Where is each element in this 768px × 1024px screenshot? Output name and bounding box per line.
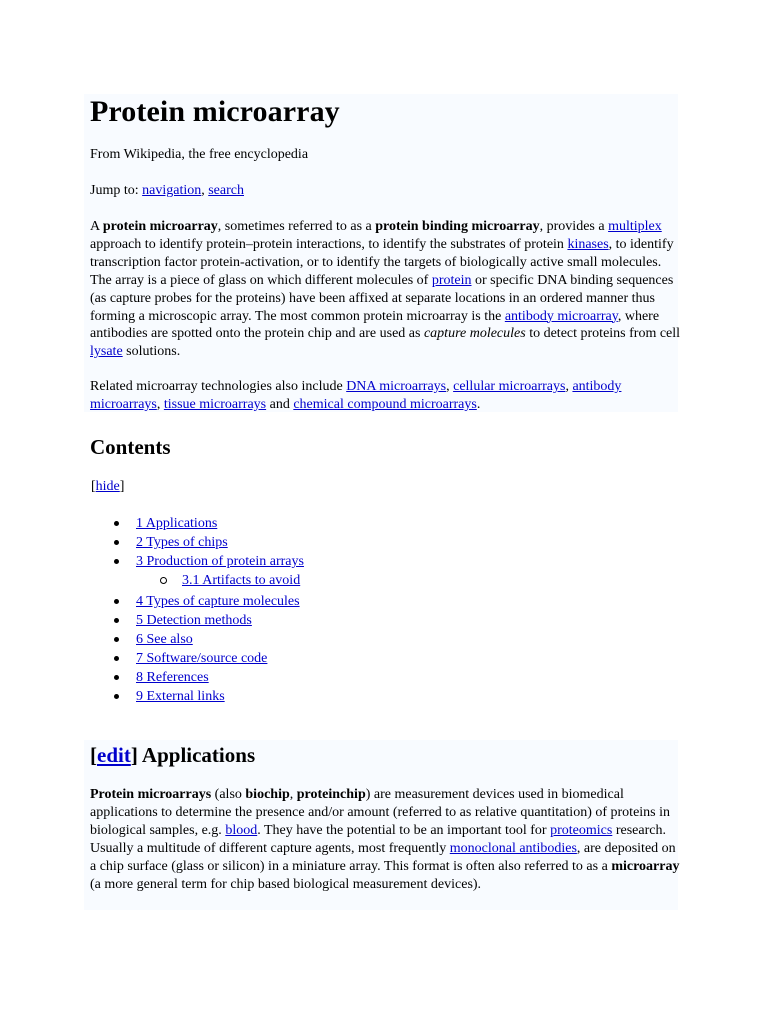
- toc-link-production[interactable]: 3 Production of protein arrays: [136, 554, 304, 569]
- bullet-icon: [114, 675, 119, 680]
- toc-item: [90, 592, 304, 611]
- text: , to identify transcription factor protein-activation, or to identify the targets of biologically active small molecules. The array is a piece of glass on which different molecules of: [90, 236, 674, 288]
- toc-hide-toggle: [91, 478, 124, 496]
- toc-link-capture-molecules[interactable]: 4 Types of capture molecules: [136, 594, 300, 609]
- tissue-microarrays-link[interactable]: tissue microarrays: [163, 396, 267, 412]
- monoclonal-antibodies-link[interactable]: monoclonal antibodies: [449, 840, 577, 856]
- blood-link[interactable]: blood: [225, 822, 258, 838]
- text: to detect proteins from cell: [525, 326, 681, 342]
- text: ) are measurement devices used in biomedical applications to determine the presence and/or amount (referred to as relative quantitation) of proteins in biological samples, e.g.: [90, 787, 671, 838]
- bullet-icon: [114, 618, 119, 623]
- bullet-icon: [114, 521, 119, 526]
- toc-link-see-also[interactable]: 6 See also: [136, 632, 193, 647]
- text: .: [476, 396, 481, 412]
- protein-link[interactable]: protein: [431, 272, 472, 288]
- related-paragraph: [90, 378, 682, 414]
- page-title: Protein microarray: [90, 95, 340, 128]
- toc-item: [90, 552, 304, 571]
- italic-term: capture molecules: [423, 326, 526, 342]
- bold-term: Protein microarrays: [90, 787, 212, 802]
- toc-link-references[interactable]: 8 References: [136, 670, 209, 685]
- toc-link-artifacts[interactable]: 3.1 Artifacts to avoid: [182, 573, 301, 588]
- cellular-microarrays-link[interactable]: cellular microarrays: [453, 379, 566, 394]
- text: . They have the potential to be an important tool for: [257, 822, 551, 838]
- bullet-icon: [114, 656, 119, 661]
- hide-link[interactable]: hide: [95, 479, 120, 494]
- text: ,: [565, 379, 573, 394]
- text: and: [266, 396, 294, 412]
- text: , where antibodies are spotted onto the protein chip and are used as: [90, 308, 660, 342]
- bullet-icon: [114, 637, 119, 642]
- intro-paragraph: [90, 218, 682, 361]
- text: research. Usually a multitude of different capture agents, most frequently: [90, 822, 666, 856]
- text: solutions.: [122, 344, 181, 360]
- toc-item: [90, 649, 304, 668]
- antibody-microarray-link[interactable]: antibody microarray: [504, 308, 618, 324]
- text: ,: [289, 787, 297, 802]
- edit-link[interactable]: edit: [97, 743, 131, 767]
- bracket: ]: [130, 743, 138, 767]
- toc-link-types-of-chips[interactable]: 2 Types of chips: [136, 535, 228, 550]
- toc-item: [90, 687, 304, 706]
- applications-paragraph: [90, 786, 682, 893]
- jump-prefix: Jump to:: [90, 183, 143, 198]
- toc-item: [90, 630, 304, 649]
- bold-term: microarray: [611, 858, 680, 874]
- circle-bullet-icon: [160, 577, 167, 584]
- dna-microarrays-link[interactable]: DNA microarrays: [346, 379, 447, 394]
- toc-link-detection[interactable]: 5 Detection methods: [136, 613, 252, 628]
- contents-heading: Contents: [90, 435, 171, 459]
- toc-subitem: [90, 571, 304, 592]
- bullet-icon: [114, 694, 119, 699]
- bold-term: biochip: [245, 787, 290, 802]
- bracket: [: [90, 743, 97, 767]
- jump-to-links: [90, 182, 244, 200]
- lysate-link[interactable]: lysate: [90, 344, 123, 360]
- text: Related microarray technologies also include: [90, 379, 347, 394]
- text: or specific DNA binding sequences (as capture probes for the proteins) have been affixed at separate locations in an ordered manner thus forming a microscopic array. The most common protein microarray is the: [90, 272, 674, 324]
- text: A: [90, 219, 103, 234]
- text: , sometimes referred to as a: [217, 219, 376, 234]
- bold-term: protein binding microarray: [375, 219, 540, 234]
- search-link[interactable]: search: [208, 183, 244, 198]
- bullet-icon: [114, 599, 119, 604]
- site-tagline: From Wikipedia, the free encyclopedia: [90, 147, 309, 162]
- multiplex-link[interactable]: multiplex: [608, 219, 662, 234]
- toc-item: [90, 514, 304, 533]
- proteomics-link[interactable]: proteomics: [550, 822, 613, 838]
- bracket: ]: [119, 479, 125, 494]
- toc-item: [90, 668, 304, 687]
- jump-separator: ,: [201, 183, 209, 198]
- text: , are deposited on a chip surface (glass or silicon) in a miniature array. This format is often also referred to as a: [90, 840, 676, 874]
- bracket: [: [91, 479, 96, 494]
- text: ,: [156, 396, 164, 412]
- chemical-compound-microarrays-link[interactable]: chemical compound microarrays: [293, 396, 477, 412]
- applications-heading: [90, 742, 255, 768]
- kinases-link[interactable]: kinases: [567, 236, 609, 252]
- bold-term: proteinchip: [296, 787, 366, 802]
- toc-item: [90, 533, 304, 552]
- text: approach to identify protein–protein interactions, to identify the substrates of protein: [90, 236, 568, 252]
- antibody-microarrays-link[interactable]: antibody microarrays: [90, 379, 622, 412]
- bold-term: protein microarray: [102, 219, 218, 234]
- bullet-icon: [114, 559, 119, 564]
- text: , provides a: [539, 219, 609, 234]
- toc-link-software[interactable]: 7 Software/source code: [136, 651, 268, 666]
- navigation-link[interactable]: navigation: [142, 183, 202, 198]
- toc-item: [90, 611, 304, 630]
- toc-link-applications[interactable]: 1 Applications: [136, 516, 218, 531]
- text: ,: [446, 379, 454, 394]
- section-title: Applications: [137, 743, 256, 767]
- text: (also: [211, 787, 246, 802]
- toc-link-external-links[interactable]: 9 External links: [136, 689, 225, 704]
- text: (a more general term for chip based biological measurement devices).: [90, 876, 482, 892]
- table-of-contents: [90, 514, 304, 706]
- bullet-icon: [114, 540, 119, 545]
